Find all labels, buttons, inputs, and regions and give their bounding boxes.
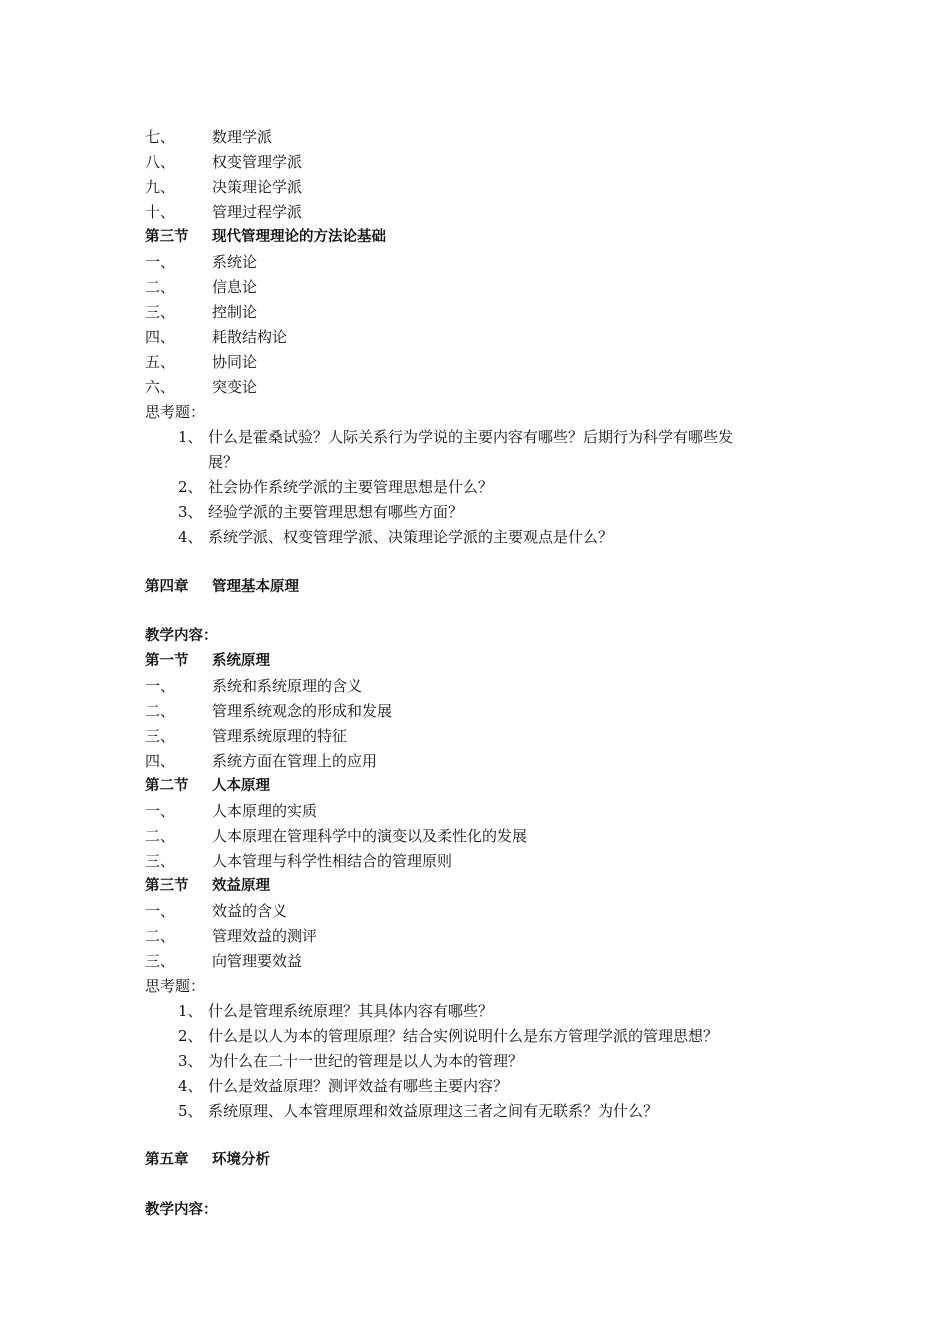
section-number: 第三节 <box>145 229 189 245</box>
list-item <box>145 824 527 849</box>
section-title: 现代管理理论的方法论基础 <box>212 229 386 245</box>
question-item <box>178 425 818 475</box>
question-number: 2、 <box>178 1027 203 1045</box>
item-number: 一、 <box>145 253 176 271</box>
section-heading <box>145 225 386 250</box>
list-item <box>145 899 287 924</box>
item-number: 一、 <box>145 802 176 820</box>
item-text: 权变管理学派 <box>212 153 303 171</box>
item-text: 人本原理在管理科学中的演变以及柔性化的发展 <box>212 827 528 845</box>
item-text: 系统和系统原理的含义 <box>212 677 363 695</box>
chapter-title: 环境分析 <box>212 1152 270 1168</box>
item-text: 人本原理的实质 <box>212 802 318 820</box>
list-item <box>145 699 392 724</box>
question-item <box>178 525 613 550</box>
section-title: 效益原理 <box>212 878 270 894</box>
question-number: 5、 <box>178 1102 203 1120</box>
item-text: 人本管理与科学性相结合的管理原则 <box>212 852 453 870</box>
list-item <box>145 375 257 400</box>
item-text: 协同论 <box>212 353 258 371</box>
question-number: 1、 <box>178 1002 203 1020</box>
item-text: 系统论 <box>212 253 258 271</box>
item-number: 三、 <box>145 852 176 870</box>
item-number: 四、 <box>145 328 176 346</box>
item-number: 三、 <box>145 727 176 745</box>
list-item <box>145 275 257 300</box>
questions-label: 思考题： <box>145 403 206 421</box>
question-item <box>178 500 463 525</box>
item-number: 二、 <box>145 827 176 845</box>
item-number: 三、 <box>145 303 176 321</box>
chapter-heading <box>145 575 299 600</box>
section-heading <box>145 774 270 799</box>
item-text: 效益的含义 <box>212 902 288 920</box>
item-text: 控制论 <box>212 303 258 321</box>
item-number: 二、 <box>145 927 176 945</box>
list-item <box>145 325 287 350</box>
item-text: 耗散结构论 <box>212 328 288 346</box>
item-text: 信息论 <box>212 278 258 296</box>
question-text: 系统学派、权变管理学派、决策理论学派的主要观点是什么？ <box>208 528 614 546</box>
item-number: 一、 <box>145 677 176 695</box>
item-number: 三、 <box>145 952 176 970</box>
section-number: 第二节 <box>145 778 189 794</box>
section-heading <box>145 649 270 674</box>
question-number: 1、 <box>178 428 203 446</box>
item-number: 七、 <box>145 128 176 146</box>
item-number: 九、 <box>145 178 176 196</box>
item-text: 管理系统原理的特征 <box>212 727 348 745</box>
chapter-title: 管理基本原理 <box>212 579 299 595</box>
question-text: 什么是管理系统原理？其具体内容有哪些？ <box>208 1002 494 1020</box>
question-item <box>178 1049 523 1074</box>
questions-label: 思考题： <box>145 977 206 995</box>
chapter-number: 第四章 <box>145 579 189 595</box>
question-text: 为什么在二十一世纪的管理是以人为本的管理？ <box>208 1052 524 1070</box>
question-item <box>178 1074 508 1099</box>
list-item <box>145 724 347 749</box>
item-number: 二、 <box>145 702 176 720</box>
question-item <box>178 475 493 500</box>
section-title: 人本原理 <box>212 778 270 794</box>
list-item <box>145 849 452 874</box>
item-number: 六、 <box>145 378 176 396</box>
list-item <box>145 949 302 974</box>
chapter-heading <box>145 1148 270 1173</box>
question-text: 什么是霍桑试验？人际关系行为学说的主要内容有哪些？后期行为科学有哪些发 <box>208 428 734 446</box>
question-text: 什么是以人为本的管理原理？结合实例说明什么是东方管理学派的管理思想？ <box>208 1027 719 1045</box>
question-item <box>178 1099 658 1124</box>
list-item <box>145 150 302 175</box>
question-item <box>178 999 493 1024</box>
item-number: 十、 <box>145 203 176 221</box>
item-text: 决策理论学派 <box>212 178 303 196</box>
question-text: 系统原理、人本管理原理和效益原理这三者之间有无联系？为什么？ <box>208 1102 659 1120</box>
question-item <box>178 1024 718 1049</box>
question-number: 2、 <box>178 478 203 496</box>
item-number: 八、 <box>145 153 176 171</box>
section-number: 第一节 <box>145 653 189 669</box>
list-item <box>145 350 257 375</box>
chapter-number: 第五章 <box>145 1152 189 1168</box>
question-number: 4、 <box>178 1077 203 1095</box>
question-number: 3、 <box>178 503 203 521</box>
question-text-continued: 展？ <box>208 453 239 471</box>
list-item <box>145 924 317 949</box>
item-text: 系统方面在管理上的应用 <box>212 752 378 770</box>
section-heading <box>145 874 270 899</box>
list-item <box>145 175 302 200</box>
list-item <box>145 674 362 699</box>
question-text: 经验学派的主要管理思想有哪些方面？ <box>208 503 464 521</box>
list-item <box>145 250 257 275</box>
item-text: 管理效益的测评 <box>212 927 318 945</box>
list-item <box>145 125 272 150</box>
item-text: 管理系统观念的形成和发展 <box>212 702 393 720</box>
section-number: 第三节 <box>145 878 189 894</box>
item-text: 突变论 <box>212 378 258 396</box>
content-label: 教学内容： <box>145 1202 218 1218</box>
list-item <box>145 200 302 225</box>
item-text: 向管理要效益 <box>212 952 303 970</box>
item-number: 一、 <box>145 902 176 920</box>
item-text: 数理学派 <box>212 128 273 146</box>
item-number: 四、 <box>145 752 176 770</box>
list-item <box>145 799 317 824</box>
question-number: 3、 <box>178 1052 203 1070</box>
list-item <box>145 749 377 774</box>
content-label: 教学内容： <box>145 628 218 644</box>
item-number: 五、 <box>145 353 176 371</box>
section-title: 系统原理 <box>212 653 270 669</box>
question-text: 社会协作系统学派的主要管理思想是什么？ <box>208 478 494 496</box>
question-number: 4、 <box>178 528 203 546</box>
item-text: 管理过程学派 <box>212 203 303 221</box>
list-item <box>145 300 257 325</box>
question-text: 什么是效益原理？测评效益有哪些主要内容？ <box>208 1077 509 1095</box>
item-number: 二、 <box>145 278 176 296</box>
